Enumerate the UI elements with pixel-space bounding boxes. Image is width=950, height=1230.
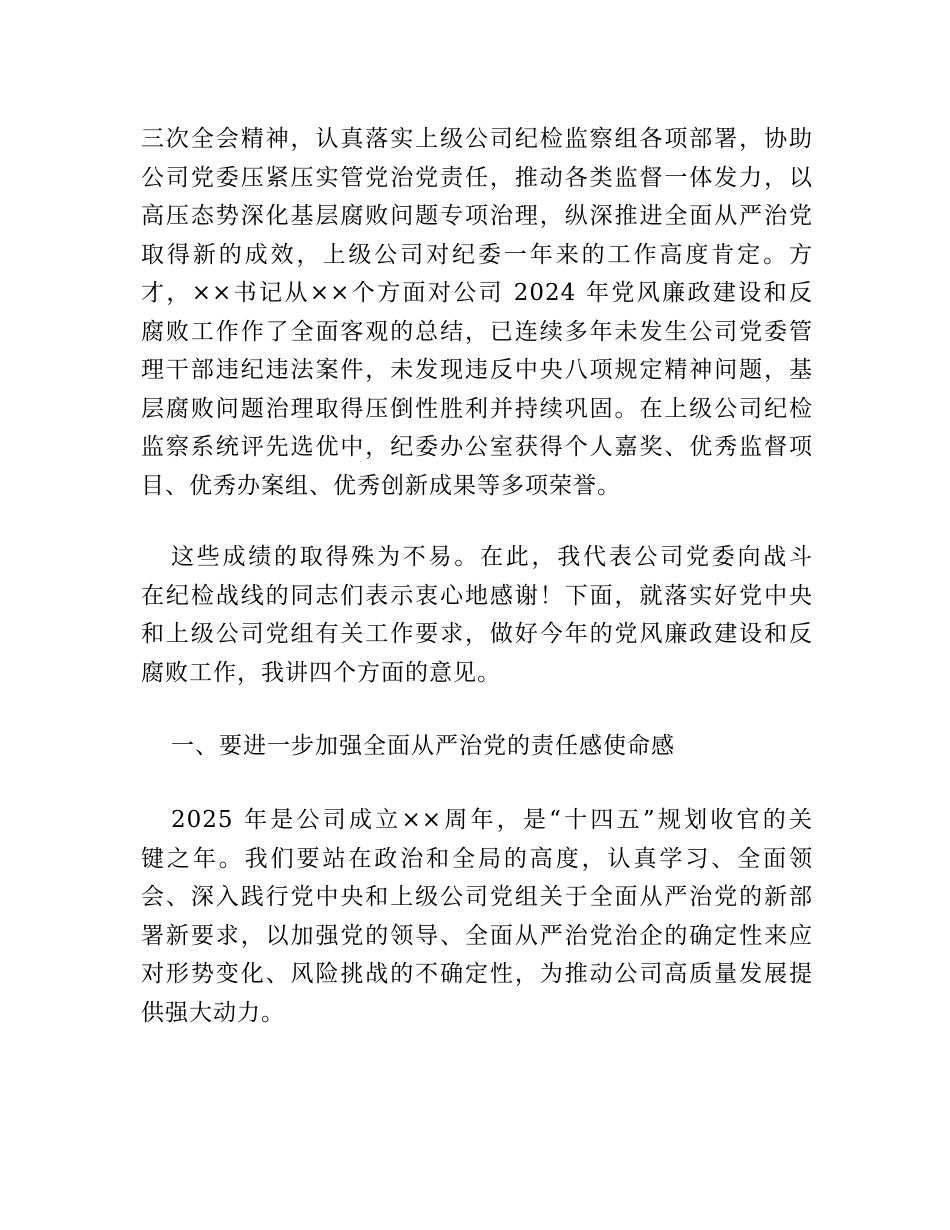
paragraph-line: 层腐败问题治理取得压倒性胜利并持续巩固。在上级公司纪检 (141, 395, 813, 422)
paragraph-line: 高压态势深化基层腐败问题专项治理，纵深推进全面从严治党 (141, 203, 813, 229)
heading-text: 一、要进一步加强全面从严治党的责任感使命感 (171, 733, 675, 759)
paragraph-line: 公司党委压紧压实管党治党责任，推动各类监督一体发力，以 (141, 164, 813, 191)
paragraph-achievements (141, 120, 813, 505)
paragraph-section-one (141, 801, 813, 1032)
paragraph-line: 在纪检战线的同志们表示衷心地感谢！下面，就落实好党中央 (141, 582, 813, 609)
paragraph-thanks (141, 538, 813, 692)
paragraph-line: 署新要求，以加强党的领导、全面从严治党治企的确定性来应 (141, 922, 813, 949)
section-heading (141, 727, 813, 766)
paragraph-line: 取得新的成效，上级公司对纪委一年来的工作高度肯定。方 (141, 241, 813, 268)
paragraph-line: 监察系统评先选优中，纪委办公室获得个人嘉奖、优秀监督项 (141, 434, 813, 460)
paragraph-line: 腐败工作作了全面客观的总结，已连续多年未发生公司党委管 (141, 318, 813, 345)
paragraph-line: 理干部违纪违法案件，未发现违反中央八项规定精神问题，基 (141, 357, 813, 383)
paragraph-line: 三次全会精神，认真落实上级公司纪检监察组各项部署，协助 (141, 126, 813, 152)
paragraph-line: 这些成绩的取得殊为不易。在此，我代表公司党委向战斗 (171, 544, 813, 570)
paragraph-line: 对形势变化、风险挑战的不确定性，为推动公司高质量发展提 (141, 961, 813, 987)
paragraph-line: 供强大动力。 (141, 999, 285, 1026)
paragraph-line: 才，××书记从××个方面对公司 2024 年党风廉政建设和反 (141, 280, 813, 306)
paragraph-line: 腐败工作，我讲四个方面的意见。 (141, 659, 501, 686)
paragraph-line: 会、深入践行党中央和上级公司党组关于全面从严治党的新部 (141, 884, 813, 910)
paragraph-line: 目、优秀办案组、优秀创新成果等多项荣誉。 (141, 472, 621, 499)
paragraph-line: 和上级公司党组有关工作要求，做好今年的党风廉政建设和反 (141, 621, 813, 647)
paragraph-line: 键之年。我们要站在政治和全局的高度，认真学习、全面领 (141, 845, 813, 872)
paragraph-line: 2025 年是公司成立××周年，是“十四五”规划收官的关 (171, 807, 813, 833)
